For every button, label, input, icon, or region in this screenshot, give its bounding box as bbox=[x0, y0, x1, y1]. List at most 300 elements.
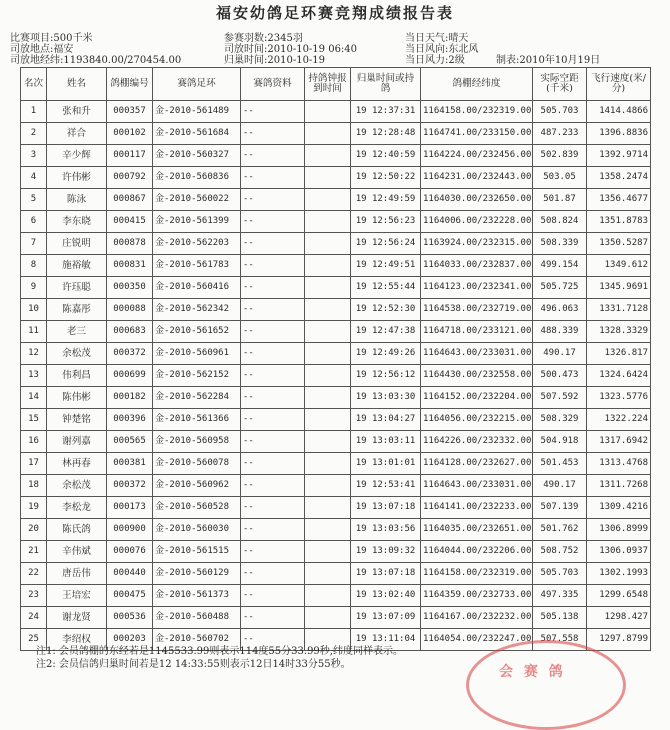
report-date-value: 2010年10月19日 bbox=[519, 55, 601, 66]
name-cell: 林再春 bbox=[47, 453, 107, 475]
loft-cell: 000173 bbox=[107, 497, 153, 519]
table-row bbox=[21, 211, 651, 233]
loft-cell: 000102 bbox=[107, 123, 153, 145]
event-value: 500千米 bbox=[53, 33, 93, 44]
weather-info bbox=[405, 33, 468, 44]
clock-cell bbox=[305, 563, 351, 585]
ring-cell: 金-2010-560958 bbox=[153, 431, 241, 453]
info-cell: -- bbox=[241, 387, 305, 409]
wind-force-info bbox=[405, 55, 465, 66]
table-header-row bbox=[21, 68, 651, 101]
speed-cell: 1345.9691 bbox=[587, 277, 651, 299]
info-cell: -- bbox=[241, 629, 305, 651]
rank-cell: 17 bbox=[21, 453, 47, 475]
name-cell: 辛少辉 bbox=[47, 145, 107, 167]
coord-cell: 1164643.00/233031.00 bbox=[421, 475, 533, 497]
info-cell: -- bbox=[241, 453, 305, 475]
loft-cell: 000440 bbox=[107, 563, 153, 585]
release-time-value: 2010-10-19 06:40 bbox=[267, 44, 358, 55]
name-cell: 钟楚铭 bbox=[47, 409, 107, 431]
return-time-value: 2010-10-19 bbox=[267, 55, 326, 66]
return-time-cell: 19 13:03:56 bbox=[351, 519, 421, 541]
table-row bbox=[21, 277, 651, 299]
table-row bbox=[21, 321, 651, 343]
speed-cell: 1323.5776 bbox=[587, 387, 651, 409]
rank-cell: 2 bbox=[21, 123, 47, 145]
loft-cell: 000831 bbox=[107, 255, 153, 277]
release-time-label: 司放时间: bbox=[224, 44, 268, 55]
return-time-cell: 19 12:50:22 bbox=[351, 167, 421, 189]
distance-cell: 507.558 bbox=[533, 629, 587, 651]
return-time-cell: 19 12:52:30 bbox=[351, 299, 421, 321]
rank-cell: 3 bbox=[21, 145, 47, 167]
info-cell: -- bbox=[241, 409, 305, 431]
table-row bbox=[21, 519, 651, 541]
name-cell: 王培宏 bbox=[47, 585, 107, 607]
footnote-1: 注1: 会员鸽棚的东经若是1145533.99则表示114度55分33.99秒,纬度同样表示。 bbox=[36, 646, 403, 657]
ring-cell: 金-2010-560416 bbox=[153, 277, 241, 299]
name-cell: 辛伟斌 bbox=[47, 541, 107, 563]
release-site-label: 司放地点: bbox=[10, 44, 54, 55]
rank-cell: 11 bbox=[21, 321, 47, 343]
ring-cell: 金-2010-561373 bbox=[153, 585, 241, 607]
release-site-value: 福安 bbox=[53, 44, 74, 55]
clock-cell bbox=[305, 541, 351, 563]
coord-cell: 1164718.00/233121.00 bbox=[421, 321, 533, 343]
coord-cell: 1164224.00/232456.00 bbox=[421, 145, 533, 167]
speed-cell: 1326.817 bbox=[587, 343, 651, 365]
name-cell: 余松茂 bbox=[47, 343, 107, 365]
return-time-cell: 19 12:53:41 bbox=[351, 475, 421, 497]
report-date-label: 制表: bbox=[496, 55, 520, 66]
name-cell: 余松茂 bbox=[47, 475, 107, 497]
ring-cell: 金-2010-561366 bbox=[153, 409, 241, 431]
rank-cell: 14 bbox=[21, 387, 47, 409]
coord-cell: 1164030.00/232650.00 bbox=[421, 189, 533, 211]
distance-cell: 505.725 bbox=[533, 277, 587, 299]
speed-cell: 1317.6942 bbox=[587, 431, 651, 453]
info-cell: -- bbox=[241, 519, 305, 541]
info-cell: -- bbox=[241, 167, 305, 189]
ring-cell: 金-2010-562152 bbox=[153, 365, 241, 387]
distance-cell: 505.703 bbox=[533, 563, 587, 585]
return-time-cell: 19 12:49:51 bbox=[351, 255, 421, 277]
ring-cell: 金-2010-561652 bbox=[153, 321, 241, 343]
name-cell: 许伟彬 bbox=[47, 167, 107, 189]
release-coord-value: 1193840.00/270454.00 bbox=[63, 55, 182, 66]
info-cell: -- bbox=[241, 343, 305, 365]
rank-cell: 16 bbox=[21, 431, 47, 453]
ring-cell: 金-2010-560961 bbox=[153, 343, 241, 365]
ring-cell: 金-2010-560022 bbox=[153, 189, 241, 211]
rank-cell: 18 bbox=[21, 475, 47, 497]
info-cell: -- bbox=[241, 431, 305, 453]
clock-cell bbox=[305, 277, 351, 299]
info-cell: -- bbox=[241, 541, 305, 563]
table-row bbox=[21, 563, 651, 585]
info-cell: -- bbox=[241, 277, 305, 299]
return-time-cell: 19 13:02:40 bbox=[351, 585, 421, 607]
wind-force-label: 当日风力: bbox=[405, 55, 449, 66]
speed-cell: 1392.9714 bbox=[587, 145, 651, 167]
table-row bbox=[21, 585, 651, 607]
speed-cell: 1322.224 bbox=[587, 409, 651, 431]
ring-cell: 金-2010-561489 bbox=[153, 101, 241, 123]
coord-cell: 1164741.00/233150.00 bbox=[421, 123, 533, 145]
info-cell: -- bbox=[241, 233, 305, 255]
rank-cell: 8 bbox=[21, 255, 47, 277]
speed-cell: 1306.0937 bbox=[587, 541, 651, 563]
loft-cell: 000415 bbox=[107, 211, 153, 233]
clock-cell bbox=[305, 167, 351, 189]
loft-cell: 000117 bbox=[107, 145, 153, 167]
col-header-distance: 实际空距(千米) bbox=[533, 68, 587, 101]
release-time-info bbox=[224, 44, 357, 55]
col-header-loft: 鸽棚编号 bbox=[107, 68, 153, 101]
table-row bbox=[21, 607, 651, 629]
name-cell: 祥合 bbox=[47, 123, 107, 145]
speed-cell: 1328.3329 bbox=[587, 321, 651, 343]
entries-label: 参赛羽数: bbox=[224, 33, 268, 44]
return-time-cell: 19 13:03:11 bbox=[351, 431, 421, 453]
ring-cell: 金-2010-561399 bbox=[153, 211, 241, 233]
entries-info bbox=[224, 33, 303, 44]
table-row bbox=[21, 365, 651, 387]
wind-dir-label: 当日风向: bbox=[405, 44, 449, 55]
name-cell: 陈氏鸽 bbox=[47, 519, 107, 541]
clock-cell bbox=[305, 475, 351, 497]
name-cell: 施裕敏 bbox=[47, 255, 107, 277]
coord-cell: 1164123.00/232341.00 bbox=[421, 277, 533, 299]
rank-cell: 25 bbox=[21, 629, 47, 651]
info-cell: -- bbox=[241, 607, 305, 629]
loft-cell: 000088 bbox=[107, 299, 153, 321]
distance-cell: 497.335 bbox=[533, 585, 587, 607]
speed-cell: 1358.2474 bbox=[587, 167, 651, 189]
results-table bbox=[20, 67, 651, 651]
name-cell: 陈伟彬 bbox=[47, 387, 107, 409]
table-row bbox=[21, 167, 651, 189]
clock-cell bbox=[305, 585, 351, 607]
return-time-cell: 19 13:03:30 bbox=[351, 387, 421, 409]
loft-cell: 000536 bbox=[107, 607, 153, 629]
name-cell: 李东晓 bbox=[47, 211, 107, 233]
ring-cell: 金-2010-560327 bbox=[153, 145, 241, 167]
coord-cell: 1164006.00/232228.00 bbox=[421, 211, 533, 233]
info-cell: -- bbox=[241, 101, 305, 123]
distance-cell: 501.453 bbox=[533, 453, 587, 475]
name-cell: 张和升 bbox=[47, 101, 107, 123]
loft-cell: 000683 bbox=[107, 321, 153, 343]
report-date-info bbox=[496, 55, 600, 66]
coord-cell: 1164167.00/232232.00 bbox=[421, 607, 533, 629]
weather-value: 晴天 bbox=[448, 33, 469, 44]
table-row bbox=[21, 299, 651, 321]
clock-cell bbox=[305, 519, 351, 541]
table-row bbox=[21, 431, 651, 453]
speed-cell: 1350.5287 bbox=[587, 233, 651, 255]
footnote-2: 注2: 会员信鸽归巢时间若是12 14:33:55则表示12日14时33分55秒。 bbox=[36, 659, 351, 670]
distance-cell: 504.918 bbox=[533, 431, 587, 453]
coord-cell: 1164152.00/232204.00 bbox=[421, 387, 533, 409]
ring-cell: 金-2010-562342 bbox=[153, 299, 241, 321]
distance-cell: 508.329 bbox=[533, 409, 587, 431]
table-row bbox=[21, 453, 651, 475]
name-cell: 庄锐明 bbox=[47, 233, 107, 255]
table-row bbox=[21, 475, 651, 497]
ring-cell: 金-2010-561684 bbox=[153, 123, 241, 145]
coord-cell: 1164158.00/232319.00 bbox=[421, 563, 533, 585]
col-header-ring: 赛鸽足环 bbox=[153, 68, 241, 101]
coord-cell: 1164359.00/232733.00 bbox=[421, 585, 533, 607]
clock-cell bbox=[305, 387, 351, 409]
info-cell: -- bbox=[241, 563, 305, 585]
info-cell: -- bbox=[241, 365, 305, 387]
loft-cell: 000699 bbox=[107, 365, 153, 387]
distance-cell: 496.063 bbox=[533, 299, 587, 321]
rank-cell: 24 bbox=[21, 607, 47, 629]
coord-cell: 1164033.00/232837.00 bbox=[421, 255, 533, 277]
rank-cell: 15 bbox=[21, 409, 47, 431]
wind-force-value: 2级 bbox=[448, 55, 465, 66]
info-cell: -- bbox=[241, 123, 305, 145]
wind-dir-info bbox=[405, 44, 478, 55]
wind-dir-value: 东北风 bbox=[448, 44, 479, 55]
return-time-cell: 19 12:49:59 bbox=[351, 189, 421, 211]
clock-cell bbox=[305, 321, 351, 343]
table-row bbox=[21, 101, 651, 123]
coord-cell: 1163924.00/232315.00 bbox=[421, 233, 533, 255]
coord-cell: 1164128.00/232627.00 bbox=[421, 453, 533, 475]
ring-cell: 金-2010-560488 bbox=[153, 607, 241, 629]
return-time-cell: 19 12:40:59 bbox=[351, 145, 421, 167]
loft-cell: 000372 bbox=[107, 343, 153, 365]
loft-cell: 000867 bbox=[107, 189, 153, 211]
name-cell: 许珏聪 bbox=[47, 277, 107, 299]
table-row bbox=[21, 387, 651, 409]
return-time-cell: 19 12:37:31 bbox=[351, 101, 421, 123]
rank-cell: 5 bbox=[21, 189, 47, 211]
speed-cell: 1311.7268 bbox=[587, 475, 651, 497]
return-time-cell: 19 13:04:27 bbox=[351, 409, 421, 431]
event-info bbox=[10, 33, 92, 44]
speed-cell: 1297.8799 bbox=[587, 629, 651, 651]
ring-cell: 金-2010-560836 bbox=[153, 167, 241, 189]
coord-cell: 1164141.00/232233.00 bbox=[421, 497, 533, 519]
return-time-cell: 19 12:56:12 bbox=[351, 365, 421, 387]
speed-cell: 1306.8999 bbox=[587, 519, 651, 541]
table-row bbox=[21, 343, 651, 365]
ring-cell: 金-2010-561515 bbox=[153, 541, 241, 563]
ring-cell: 金-2010-560129 bbox=[153, 563, 241, 585]
loft-cell: 000182 bbox=[107, 387, 153, 409]
ring-cell: 金-2010-560702 bbox=[153, 629, 241, 651]
rank-cell: 21 bbox=[21, 541, 47, 563]
col-header-info: 赛鸽资料 bbox=[241, 68, 305, 101]
table-row bbox=[21, 145, 651, 167]
coord-cell: 1164226.00/232332.00 bbox=[421, 431, 533, 453]
return-time-cell: 19 13:07:18 bbox=[351, 563, 421, 585]
loft-cell: 000357 bbox=[107, 101, 153, 123]
seal-text: 会 赛 鸽 bbox=[499, 664, 566, 680]
ring-cell: 金-2010-560078 bbox=[153, 453, 241, 475]
name-cell: 陈泳 bbox=[47, 189, 107, 211]
table-row bbox=[21, 233, 651, 255]
name-cell: 伟利昌 bbox=[47, 365, 107, 387]
rank-cell: 12 bbox=[21, 343, 47, 365]
return-time-cell: 19 13:11:04 bbox=[351, 629, 421, 651]
footnotes bbox=[36, 645, 403, 671]
distance-cell: 508.824 bbox=[533, 211, 587, 233]
info-cell: -- bbox=[241, 255, 305, 277]
loft-cell: 000900 bbox=[107, 519, 153, 541]
distance-cell: 490.17 bbox=[533, 475, 587, 497]
info-cell: -- bbox=[241, 145, 305, 167]
entries-value: 2345羽 bbox=[267, 33, 303, 44]
loft-cell: 000565 bbox=[107, 431, 153, 453]
col-header-name: 姓名 bbox=[47, 68, 107, 101]
coord-cell: 1164054.00/232247.00 bbox=[421, 629, 533, 651]
ring-cell: 金-2010-562203 bbox=[153, 233, 241, 255]
name-cell: 李松龙 bbox=[47, 497, 107, 519]
distance-cell: 507.139 bbox=[533, 497, 587, 519]
rank-cell: 1 bbox=[21, 101, 47, 123]
loft-cell: 000381 bbox=[107, 453, 153, 475]
clock-cell bbox=[305, 607, 351, 629]
clock-cell bbox=[305, 497, 351, 519]
info-cell: -- bbox=[241, 189, 305, 211]
release-coord-info bbox=[10, 55, 181, 66]
distance-cell: 508.752 bbox=[533, 541, 587, 563]
loft-cell: 000792 bbox=[107, 167, 153, 189]
loft-cell: 000475 bbox=[107, 585, 153, 607]
clock-cell bbox=[305, 409, 351, 431]
info-cell: -- bbox=[241, 299, 305, 321]
table-row bbox=[21, 255, 651, 277]
release-coord-label: 司放地经纬: bbox=[10, 55, 64, 66]
distance-cell: 503.05 bbox=[533, 167, 587, 189]
col-header-speed: 飞行速度(米/分) bbox=[587, 68, 651, 101]
return-time-cell: 19 12:55:44 bbox=[351, 277, 421, 299]
speed-cell: 1302.1993 bbox=[587, 563, 651, 585]
speed-cell: 1356.4677 bbox=[587, 189, 651, 211]
table-row bbox=[21, 189, 651, 211]
return-time-cell: 19 13:07:09 bbox=[351, 607, 421, 629]
distance-cell: 505.703 bbox=[533, 101, 587, 123]
clock-cell bbox=[305, 101, 351, 123]
speed-cell: 1313.4768 bbox=[587, 453, 651, 475]
loft-cell: 000203 bbox=[107, 629, 153, 651]
clock-cell bbox=[305, 233, 351, 255]
info-cell: -- bbox=[241, 475, 305, 497]
speed-cell: 1351.8783 bbox=[587, 211, 651, 233]
distance-cell: 502.839 bbox=[533, 145, 587, 167]
col-header-return: 归巢时间或持鸽 bbox=[351, 68, 421, 101]
results-body bbox=[21, 101, 651, 651]
distance-cell: 490.17 bbox=[533, 343, 587, 365]
return-time-cell: 19 12:56:23 bbox=[351, 211, 421, 233]
loft-cell: 000076 bbox=[107, 541, 153, 563]
name-cell: 李绍权 bbox=[47, 629, 107, 651]
speed-cell: 1299.6548 bbox=[587, 585, 651, 607]
distance-cell: 505.138 bbox=[533, 607, 587, 629]
table-row bbox=[21, 497, 651, 519]
speed-cell: 1309.4216 bbox=[587, 497, 651, 519]
col-header-clock: 持鸽钟报到时间 bbox=[305, 68, 351, 101]
distance-cell: 488.339 bbox=[533, 321, 587, 343]
ring-cell: 金-2010-561783 bbox=[153, 255, 241, 277]
return-time-cell: 19 13:09:32 bbox=[351, 541, 421, 563]
report-title: 福安幼鸽足环赛竞翔成绩报告表 bbox=[215, 4, 454, 22]
info-cell: -- bbox=[241, 211, 305, 233]
clock-cell bbox=[305, 211, 351, 233]
clock-cell bbox=[305, 453, 351, 475]
coord-cell: 1164231.00/232443.00 bbox=[421, 167, 533, 189]
distance-cell: 507.592 bbox=[533, 387, 587, 409]
event-label: 比赛项目: bbox=[10, 33, 54, 44]
speed-cell: 1414.4866 bbox=[587, 101, 651, 123]
rank-cell: 22 bbox=[21, 563, 47, 585]
clock-cell bbox=[305, 343, 351, 365]
coord-cell: 1164538.00/232719.00 bbox=[421, 299, 533, 321]
rank-cell: 23 bbox=[21, 585, 47, 607]
rank-cell: 6 bbox=[21, 211, 47, 233]
name-cell: 谢列嘉 bbox=[47, 431, 107, 453]
ring-cell: 金-2010-560962 bbox=[153, 475, 241, 497]
ring-cell: 金-2010-560030 bbox=[153, 519, 241, 541]
loft-cell: 000878 bbox=[107, 233, 153, 255]
return-time-info bbox=[224, 55, 325, 66]
distance-cell: 508.339 bbox=[533, 233, 587, 255]
release-site-info bbox=[10, 44, 73, 55]
info-cell: -- bbox=[241, 497, 305, 519]
table-row bbox=[21, 123, 651, 145]
return-time-cell: 19 12:47:38 bbox=[351, 321, 421, 343]
return-time-cell: 19 13:07:18 bbox=[351, 497, 421, 519]
rank-cell: 4 bbox=[21, 167, 47, 189]
return-time-label: 归巢时间: bbox=[224, 55, 268, 66]
speed-cell: 1349.612 bbox=[587, 255, 651, 277]
name-cell: 老三 bbox=[47, 321, 107, 343]
ring-cell: 金-2010-560528 bbox=[153, 497, 241, 519]
clock-cell bbox=[305, 299, 351, 321]
coord-cell: 1164044.00/232206.00 bbox=[421, 541, 533, 563]
speed-cell: 1324.6424 bbox=[587, 365, 651, 387]
distance-cell: 487.233 bbox=[533, 123, 587, 145]
coord-cell: 1164158.00/232319.00 bbox=[421, 101, 533, 123]
clock-cell bbox=[305, 189, 351, 211]
return-time-cell: 19 12:49:26 bbox=[351, 343, 421, 365]
ring-cell: 金-2010-562284 bbox=[153, 387, 241, 409]
speed-cell: 1298.427 bbox=[587, 607, 651, 629]
coord-cell: 1164430.00/232558.00 bbox=[421, 365, 533, 387]
clock-cell bbox=[305, 365, 351, 387]
loft-cell: 000396 bbox=[107, 409, 153, 431]
official-seal bbox=[466, 640, 626, 730]
clock-cell bbox=[305, 123, 351, 145]
weather-label: 当日天气: bbox=[405, 33, 449, 44]
distance-cell: 499.154 bbox=[533, 255, 587, 277]
name-cell: 陈嘉彤 bbox=[47, 299, 107, 321]
distance-cell: 500.473 bbox=[533, 365, 587, 387]
info-cell: -- bbox=[241, 321, 305, 343]
table-row bbox=[21, 541, 651, 563]
rank-cell: 7 bbox=[21, 233, 47, 255]
col-header-coord: 鸽棚经纬度 bbox=[421, 68, 533, 101]
return-time-cell: 19 13:01:01 bbox=[351, 453, 421, 475]
rank-cell: 10 bbox=[21, 299, 47, 321]
speed-cell: 1396.8836 bbox=[587, 123, 651, 145]
